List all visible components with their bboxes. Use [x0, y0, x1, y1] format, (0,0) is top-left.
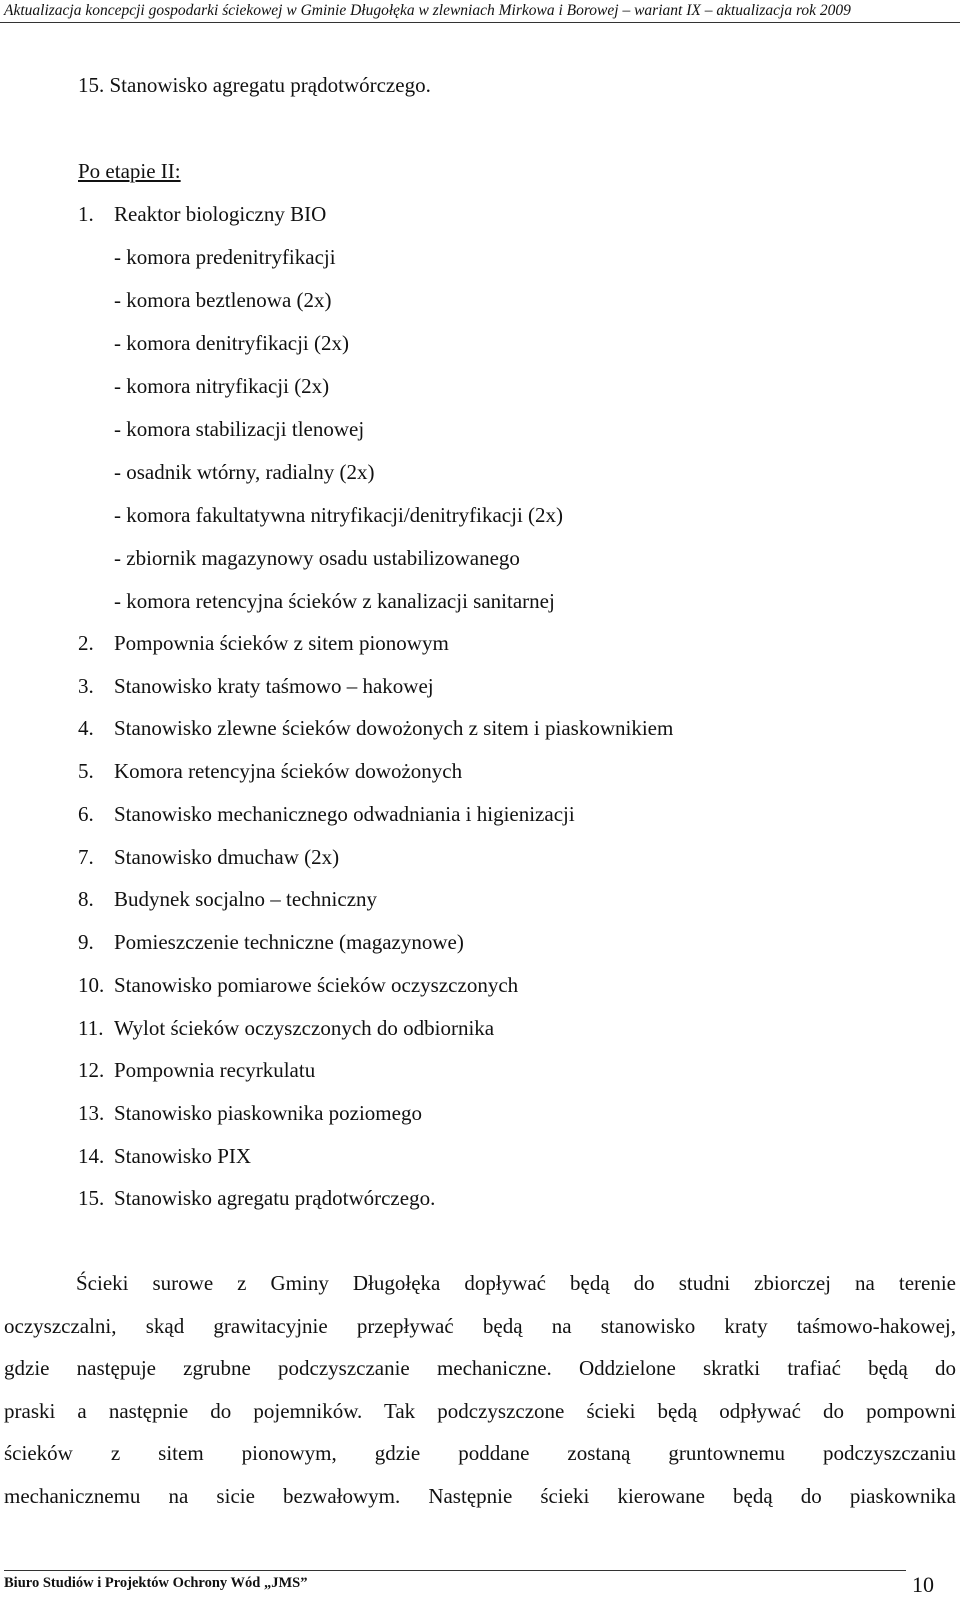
list-item [78, 716, 673, 741]
list-item-text: Wylot ścieków oczyszczonych do odbiornika [114, 1016, 495, 1040]
list-item-number: 14. [78, 1144, 105, 1168]
list-item-15-top: 15. Stanowisko agregatu prądotwórczego. [78, 73, 431, 97]
header-divider [0, 22, 960, 23]
paragraph-line: Ścieki surowe z Gminy Długołęka dopływać będą do studni zbiorczej na terenie [76, 1271, 956, 1295]
list-item-number: 15. [78, 1186, 105, 1210]
list-item-number: 6. [78, 802, 94, 826]
list-item-text: Komora retencyjna ścieków dowożonych [114, 759, 463, 783]
list-item-text: Budynek socjalno – techniczny [114, 887, 378, 911]
list-item-text: Stanowisko mechanicznego odwadniania i higienizacji [114, 802, 575, 826]
list-item-text: Pomieszczenie techniczne (magazynowe) [114, 930, 464, 954]
list-item [78, 1101, 422, 1126]
list-item-text: Stanowisko dmuchaw (2x) [114, 845, 340, 869]
footer-org: Biuro Studiów i Projektów Ochrony Wód „JMS” [4, 1575, 308, 1591]
list-item-number: 3. [78, 674, 94, 698]
list-item-text: Stanowisko kraty taśmowo – hakowej [114, 674, 434, 698]
sub-item: - komora predenitryfikacji [114, 245, 336, 269]
sub-item: - osadnik wtórny, radialny (2x) [114, 460, 375, 484]
sub-item: - zbiornik magazynowy osadu ustabilizowanego [114, 546, 520, 570]
section-heading: Po etapie II: [78, 159, 181, 183]
list-item-number: 11. [78, 1016, 104, 1040]
list-item [78, 887, 377, 912]
paragraph-line: mechanicznemu na sicie bezwałowym. Następnie ścieki kierowane będą do piaskownika [4, 1483, 956, 1508]
sub-item: - komora retencyjna ścieków z kanalizacji sanitarnej [114, 589, 555, 613]
list-item [78, 1186, 435, 1211]
list-item-text: Stanowisko pomiarowe ścieków oczyszczonych [114, 973, 519, 997]
list-item [78, 1058, 315, 1083]
list-item-number: 9. [78, 930, 94, 954]
list-item [78, 845, 339, 870]
list-item-text: Stanowisko piaskownika poziomego [114, 1101, 422, 1125]
list-item [78, 631, 449, 656]
list-item-number: 5. [78, 759, 94, 783]
paragraph-line: praski a następnie do pojemników. Tak podczyszczone ścieki będą odpływać do pompowni [4, 1398, 956, 1423]
list-item-number: 8. [78, 887, 94, 911]
sub-item: - komora beztlenowa (2x) [114, 288, 332, 312]
list-item [78, 1144, 251, 1169]
body-paragraph [4, 1262, 956, 1518]
sub-item: - komora stabilizacji tlenowej [114, 417, 365, 441]
list-item [78, 802, 575, 827]
list-item [78, 930, 464, 955]
sub-item: - komora fakultatywna nitryfikacji/denitryfikacji (2x) [114, 503, 564, 527]
list-item-text: Pompownia ścieków z sitem pionowym [114, 631, 449, 655]
paragraph-line: gdzie następuje zgrubne podczyszczanie mechaniczne. Oddzielone skratki trafiać będą do [4, 1356, 956, 1381]
sub-item: - komora denitryfikacji (2x) [114, 331, 349, 355]
page-header [0, 0, 960, 24]
list-item-text: Stanowisko PIX [114, 1144, 252, 1168]
list-item-number: 2. [78, 631, 94, 655]
sub-item: - komora nitryfikacji (2x) [114, 374, 330, 398]
page-number: 10 [912, 1572, 934, 1597]
list-item-text: Stanowisko agregatu prądotwórczego. [114, 1186, 436, 1210]
paragraph-line: ścieków z sitem pionowym, gdzie poddane zostaną gruntownemu podczyszczaniu [4, 1441, 956, 1466]
list-item-text: Reaktor biologiczny BIO [114, 202, 327, 226]
list-item-text: Stanowisko zlewne ścieków dowożonych z sitem i piaskownikiem [114, 716, 674, 740]
list-item-number: 12. [78, 1058, 105, 1082]
paragraph-line: oczyszczalni, skąd grawitacyjnie przepływać będą na stanowisko kraty taśmowo-hakowej, [4, 1313, 956, 1338]
list-item [78, 973, 518, 998]
list-item [78, 674, 434, 699]
list-item-number: 10. [78, 973, 105, 997]
list-item-number: 13. [78, 1101, 105, 1125]
header-title: Aktualizacja koncepcji gospodarki ściekowej w Gminie Długołęka w zlewniach Mirkowa i Borowej – wariant IX – aktualizacja rok 2009 [4, 2, 851, 19]
list-item [78, 1016, 494, 1041]
list-item-1 [78, 202, 326, 227]
list-item-number: 4. [78, 716, 94, 740]
list-item-number: 7. [78, 845, 94, 869]
list-item-number: 1. [78, 202, 94, 226]
list-item [78, 759, 462, 784]
footer-divider [4, 1570, 906, 1571]
list-item-text: Pompownia recyrkulatu [114, 1058, 316, 1082]
